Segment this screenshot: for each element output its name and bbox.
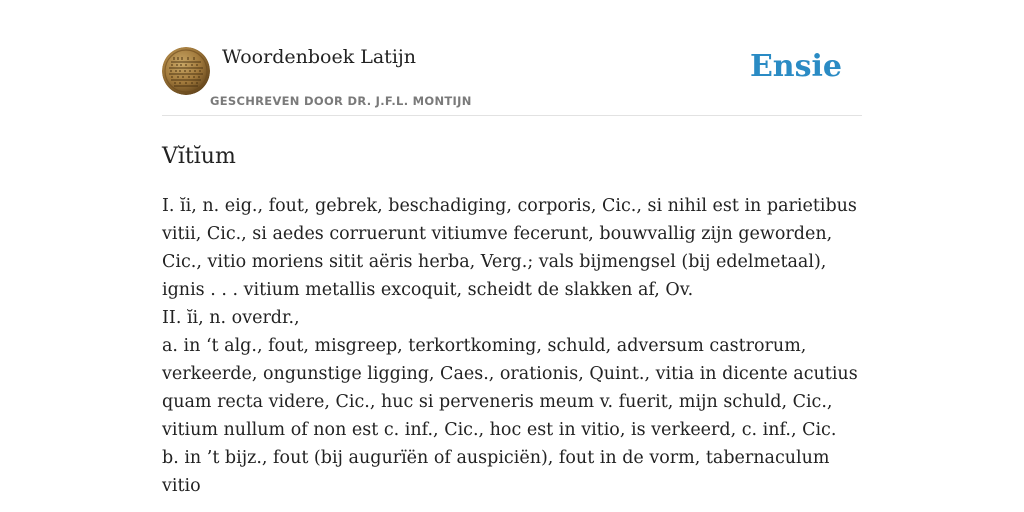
dictionary-title[interactable]: Woordenboek Latijn [222, 46, 417, 68]
page [162, 0, 862, 500]
sense-i: I. ĭi, n. eig., fout, gebrek, beschadiging, corporis, Cic., si nihil est in parietibus vitii, Cic., si aedes corruerunt vitiumve fecerunt, bouwvallig zijn geworden, Cic., vitio moriens sitit aëris herba, Verg.; vals bijmengsel (bij edelmetaal), ignis . . . vitium metallis excoquit, scheidt de slakken af, Ov. [162, 196, 857, 300]
entry-content [162, 192, 862, 500]
sense-ii-b: b. in ’t bijz., fout (bij augurïën of auspiciën), fout in de vorm, tabernaculum vitio [162, 448, 830, 496]
header [162, 0, 862, 116]
author-byline: GESCHREVEN DOOR DR. J.F.L. MONTIJN [210, 94, 472, 108]
entry-lemma: Vĭtĭum [162, 144, 236, 169]
dictionary-logo[interactable] [162, 47, 210, 95]
sense-ii: II. ĭi, n. overdr., [162, 308, 300, 328]
sense-ii-a: a. in ‘t alg., fout, misgreep, terkortkoming, schuld, adversum castrorum, verkeerde, ongunstige ligging, Caes., orationis, Quint., vitia in dicente acutius quam recta videre, Cic., huc si perveneris meum v. fuerit, mijn schuld, Cic., vitium nullum of non est c. inf., Cic., hoc est in vitio, is verkeerd, c. inf., Cic. [162, 336, 858, 440]
brand-logo[interactable]: Ensie [749, 49, 842, 84]
coin-icon [162, 47, 210, 95]
